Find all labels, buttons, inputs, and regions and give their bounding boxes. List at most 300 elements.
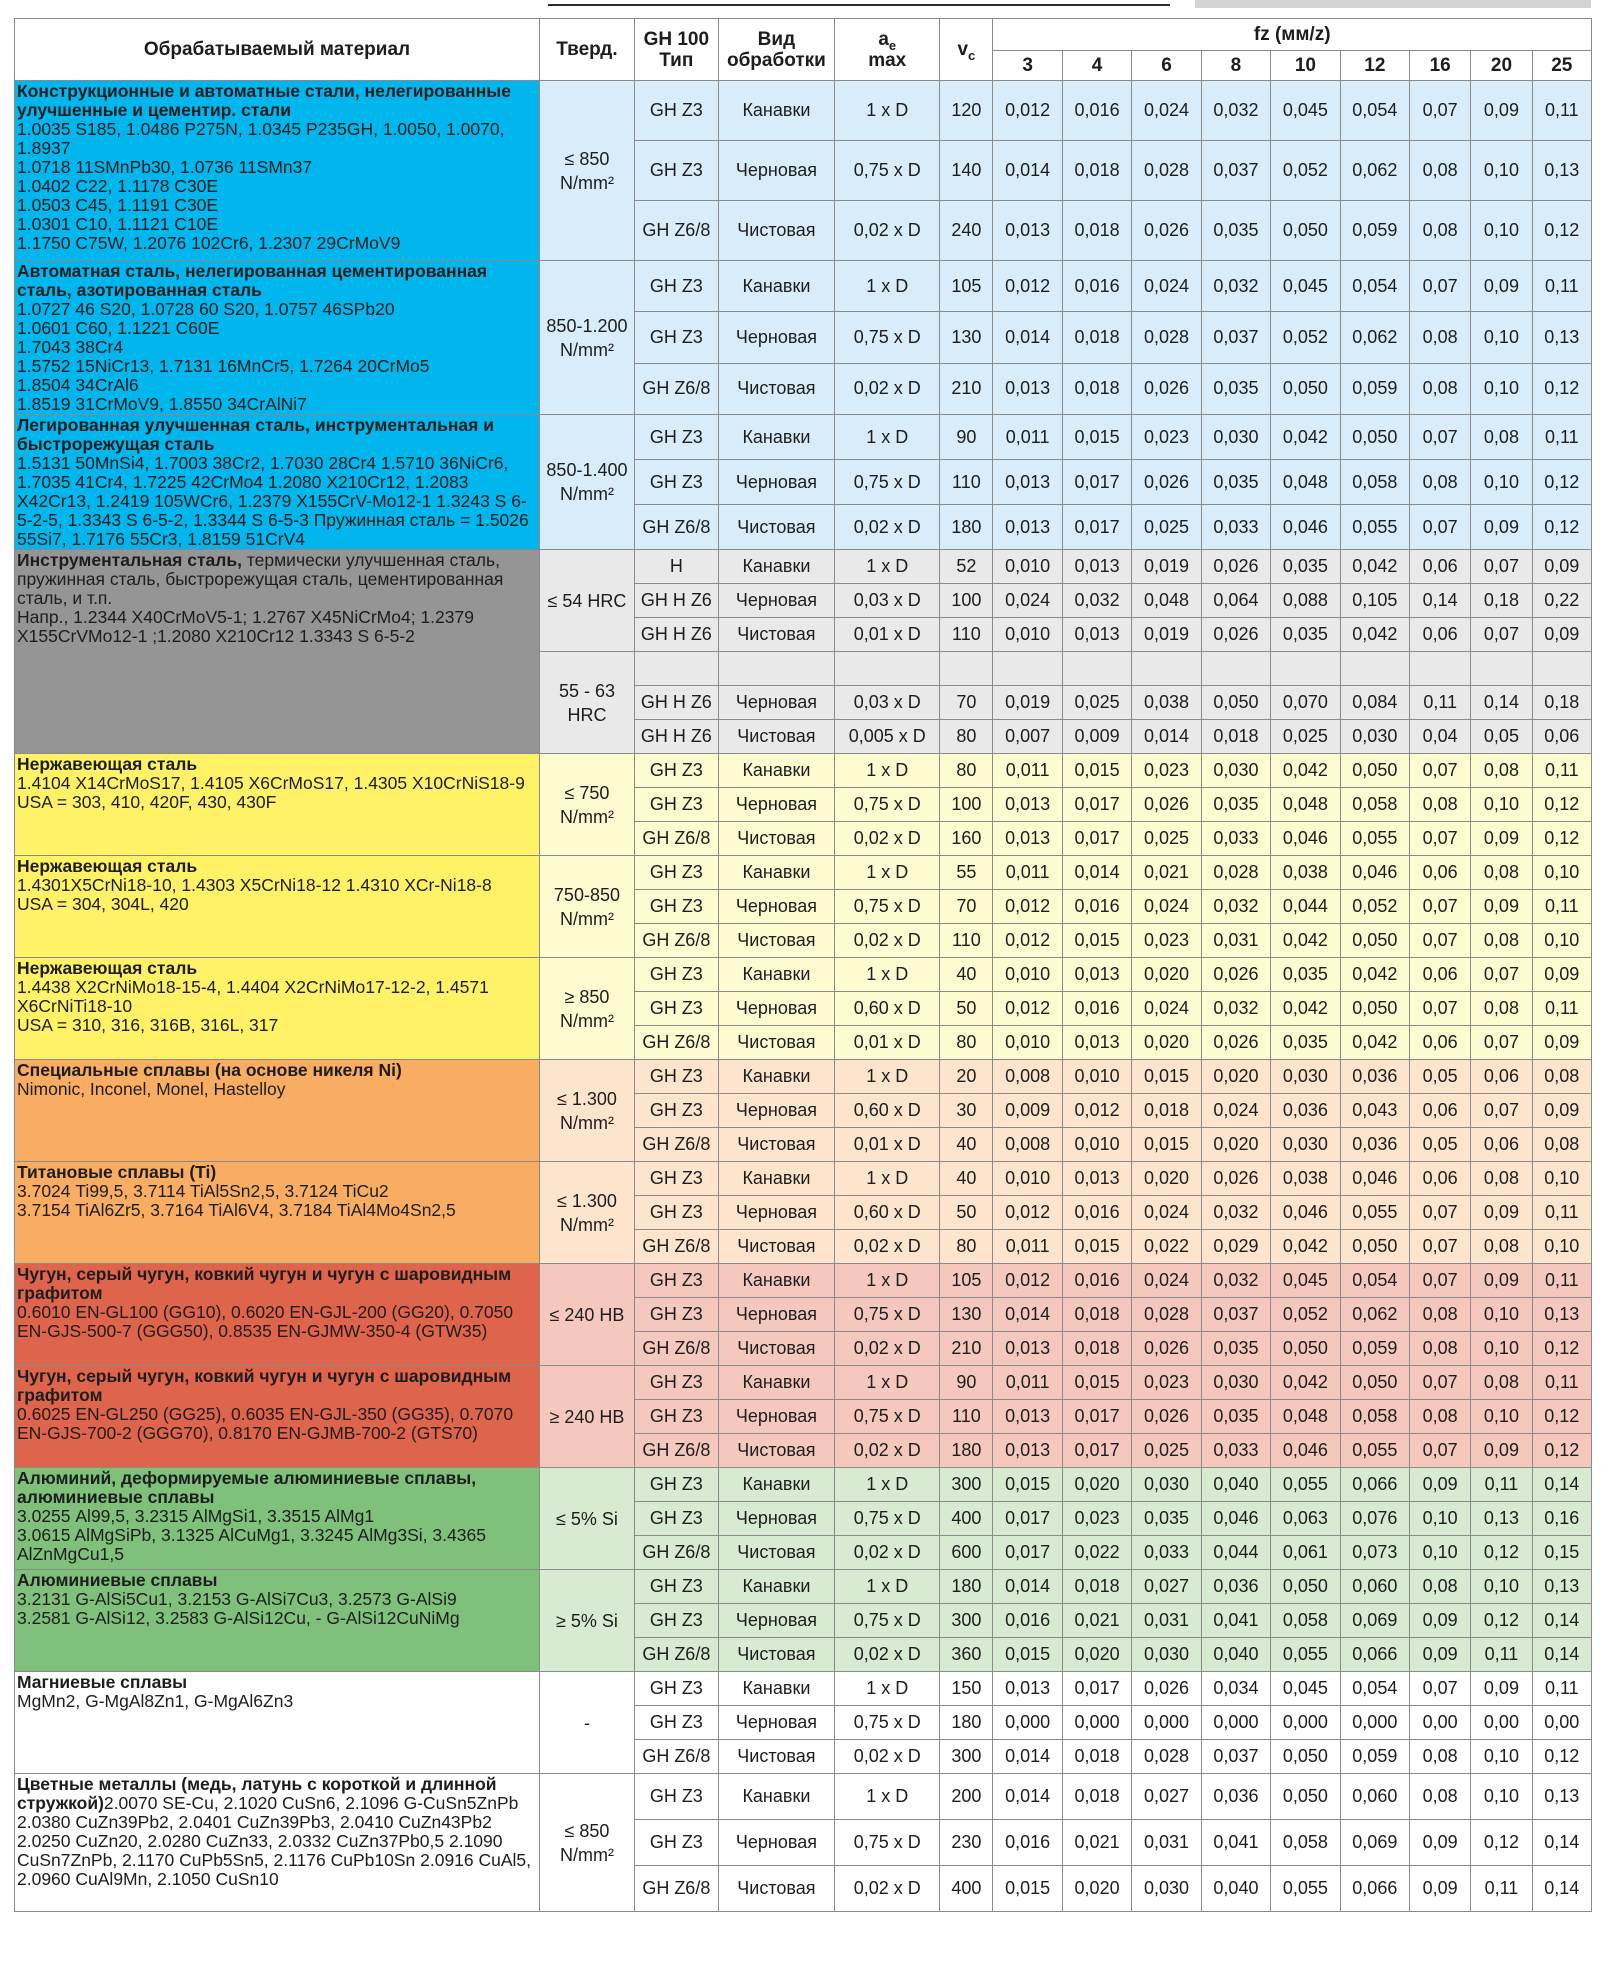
cell-fz-20: 0,08 (1471, 856, 1532, 890)
cell-fz-12: 0,059 (1340, 363, 1409, 414)
cell-fz-10: 0,061 (1271, 1536, 1340, 1570)
material-grades: 1.0727 46 S20, 1.0728 60 S20, 1.0757 46SPb20 1.0601 C60, 1.1221 C60E 1.7043 38Cr4 1.5752 15NiCr13, 1.7131 16MnCr5, 1.7264 20CrMo5 1.8504 34CrAl6 1.8519 31CrMoV9, 1.8550 34CrAlNi7 (17, 299, 430, 414)
cell-fz-20: 0,07 (1471, 958, 1532, 992)
cell-type: GH Z6/8 (634, 1128, 718, 1162)
cell-ae: 0,02 x D (835, 201, 940, 261)
cell-fz-6: 0,022 (1132, 1230, 1201, 1264)
cell-type: GH H Z6 (634, 686, 718, 720)
cell-fz-16: 0,08 (1410, 312, 1471, 363)
cell-fz-12: 0,054 (1340, 81, 1409, 141)
cell-fz-6: 0,024 (1132, 261, 1201, 312)
cell-fz-10: 0,030 (1271, 1060, 1340, 1094)
cell-fz-4: 0,016 (1062, 261, 1131, 312)
cell-fz-3: 0,024 (993, 584, 1062, 618)
cell-fz-4: 0,032 (1062, 584, 1131, 618)
cell-ae: 0,60 x D (835, 1094, 940, 1128)
cell-fz-10: 0,048 (1271, 460, 1340, 505)
cell-ae: 0,01 x D (835, 1128, 940, 1162)
cell-fz-6: 0,026 (1132, 201, 1201, 261)
cell-fz-4: 0,000 (1062, 1706, 1131, 1740)
cell-fz-4: 0,015 (1062, 1230, 1131, 1264)
cell-fz-4: 0,017 (1062, 788, 1131, 822)
cell-fz-3: 0,010 (993, 1026, 1062, 1060)
cell-fz-16: 0,10 (1410, 1502, 1471, 1536)
cell-fz-16: 0,09 (1410, 1604, 1471, 1638)
cell-fz-4: 0,018 (1062, 1740, 1131, 1774)
cell-fz-10: 0,035 (1271, 958, 1340, 992)
cell-ae: 1 x D (835, 754, 940, 788)
cell-fz-6: 0,021 (1132, 856, 1201, 890)
table-row (15, 856, 1592, 890)
cell-fz-3: 0,013 (993, 505, 1062, 550)
cell-type: GH Z3 (634, 1196, 718, 1230)
cell-fz-3: 0,007 (993, 720, 1062, 754)
cell-fz-25: 0,13 (1532, 1774, 1591, 1820)
cell-fz-8: 0,033 (1201, 505, 1270, 550)
cell-fz-12: 0,058 (1340, 460, 1409, 505)
cell-process: Чистовая (718, 1866, 834, 1912)
cell-fz-4: 0,015 (1062, 1366, 1131, 1400)
header-process (718, 19, 834, 81)
cell-fz-16: 0,10 (1410, 1536, 1471, 1570)
cell-fz-8: 0,035 (1201, 788, 1270, 822)
cell-fz-8: 0,032 (1201, 1196, 1270, 1230)
cell-fz-12: 0,073 (1340, 1536, 1409, 1570)
cell-fz-20: 0,12 (1471, 1536, 1532, 1570)
cell-fz-8: 0,035 (1201, 201, 1270, 261)
hardness-cell: ≤ 750 N/mm² (539, 754, 634, 856)
material-grades: 3.2131 G-AlSi5Cu1, 3.2153 G-AlSi7Cu3, 3.2573 G-AlSi9 3.2581 G-AlSi12, 3.2583 G-AlSi12Cu, - G-AlSi12CuNiMg (17, 1589, 460, 1628)
cell-fz-6: 0,019 (1132, 618, 1201, 652)
material-grades: MgMn2, G-MgAl8Zn1, G-MgAl6Zn3 (17, 1691, 294, 1711)
cell-process: Чистовая (718, 505, 834, 550)
cell-fz-8: 0,035 (1201, 460, 1270, 505)
cell-fz-3: 0,015 (993, 1638, 1062, 1672)
cell-type: GH Z3 (634, 312, 718, 363)
material-title: Нержавеющая сталь (17, 754, 198, 774)
cell-fz-25: 0,09 (1532, 618, 1591, 652)
cell-process: Чистовая (718, 822, 834, 856)
material-cell (15, 1264, 540, 1366)
cell-fz-8: 0,030 (1201, 754, 1270, 788)
material-grades: 1.5131 50MnSi4, 1.7003 38Cr2, 1.7030 28Cr4 1.5710 36NiCr6, 1.7035 41Cr4, 1.7225 42CrMo4 1.2080 X210Cr12, 1.2083 X42Cr13, 1.2419 105WCr6, 1.2379 X155CrV-Mo12-1 1.3243 S 6-5-2-5, 1.3343 S 6-5-2, 1.3344 S 6-5-3 Пружинная сталь = 1.5026 55Si7, 1.7176 55Cr3, 1.8159 51CrV4 (17, 453, 529, 549)
cell-vc: 210 (940, 1332, 993, 1366)
cell-type: GH Z6/8 (634, 201, 718, 261)
cell-process: Чистовая (718, 924, 834, 958)
cell-fz-3: 0,010 (993, 1162, 1062, 1196)
cell-fz-25: 0,12 (1532, 201, 1591, 261)
cell-fz-10: 0,046 (1271, 1434, 1340, 1468)
cell-fz-20: 0,09 (1471, 261, 1532, 312)
cell-fz-12: 0,059 (1340, 201, 1409, 261)
cell-fz-16: 0,08 (1410, 201, 1471, 261)
cell-type: GH Z6/8 (634, 1536, 718, 1570)
cell-fz-6: 0,030 (1132, 1638, 1201, 1672)
cell-type: GH Z3 (634, 1298, 718, 1332)
cell-fz-10: 0,052 (1271, 312, 1340, 363)
cell-fz-20: 0,12 (1471, 1820, 1532, 1866)
cell-fz-12: 0,066 (1340, 1468, 1409, 1502)
cell-fz-4: 0,020 (1062, 1866, 1131, 1912)
cell-fz-12: 0,050 (1340, 1366, 1409, 1400)
cell-fz-25: 0,09 (1532, 1094, 1591, 1128)
cell-process: Черновая (718, 890, 834, 924)
cell-fz-8: 0,032 (1201, 992, 1270, 1026)
cell-fz-8: 0,030 (1201, 1366, 1270, 1400)
cell-fz-16: 0,07 (1410, 890, 1471, 924)
cell-fz-10: 0,052 (1271, 1298, 1340, 1332)
cell-fz-25: 0,12 (1532, 1400, 1591, 1434)
cell-fz-12 (1340, 652, 1409, 686)
cell-fz-8: 0,035 (1201, 1332, 1270, 1366)
cell-fz-6: 0,038 (1132, 686, 1201, 720)
cell-vc: 230 (940, 1820, 993, 1866)
cell-ae: 0,02 x D (835, 1536, 940, 1570)
material-grades: 2.0070 SE-Cu, 2.1020 CuSn6, 2.1096 G-CuSn5ZnPb 2.0380 CuZn39Pb2, 2.0401 CuZn39Pb3, 2.0410 CuZn43Pb2 2.0250 CuZn20, 2.0280 CuZn33, 2.0332 CuZn37Pb0,5 2.1090 CuSn7ZnPb, 2.1170 CuPb5Sn5, 2.1176 CuPb10Sn 2.0916 CuAl5, 2.0960 CuAl9Mn, 2.1050 CuSn10 (17, 1793, 532, 1889)
cell-fz-12: 0,055 (1340, 1434, 1409, 1468)
cell-fz-3: 0,013 (993, 201, 1062, 261)
cell-fz-16: 0,07 (1410, 415, 1471, 460)
cell-fz-6: 0,023 (1132, 1366, 1201, 1400)
cell-fz-3: 0,013 (993, 460, 1062, 505)
cell-vc: 300 (940, 1604, 993, 1638)
cell-type: GH Z3 (634, 754, 718, 788)
cell-fz-10: 0,088 (1271, 584, 1340, 618)
material-title: Алюминиевые сплавы (17, 1570, 218, 1590)
cell-fz-10: 0,055 (1271, 1468, 1340, 1502)
cell-fz-4: 0,017 (1062, 1434, 1131, 1468)
cell-fz-25: 0,14 (1532, 1820, 1591, 1866)
cell-fz-12: 0,076 (1340, 1502, 1409, 1536)
cell-fz-25: 0,12 (1532, 822, 1591, 856)
cell-ae: 0,03 x D (835, 686, 940, 720)
cell-fz-10: 0,042 (1271, 1230, 1340, 1264)
cell-fz-12: 0,066 (1340, 1866, 1409, 1912)
cell-fz-8: 0,036 (1201, 1774, 1270, 1820)
cell-fz-12: 0,054 (1340, 261, 1409, 312)
cell-fz-12: 0,062 (1340, 312, 1409, 363)
cell-fz-16: 0,05 (1410, 1128, 1471, 1162)
cell-vc: 40 (940, 958, 993, 992)
cell-fz-8: 0,020 (1201, 1060, 1270, 1094)
cell-fz-25: 0,12 (1532, 505, 1591, 550)
hardness-cell: ≥ 850 N/mm² (539, 958, 634, 1060)
cell-fz-4: 0,013 (1062, 550, 1131, 584)
top-gray-bar (1195, 0, 1591, 8)
cell-fz-8: 0,064 (1201, 584, 1270, 618)
cell-process: Чистовая (718, 618, 834, 652)
cell-fz-20: 0,09 (1471, 1672, 1532, 1706)
cell-ae: 0,60 x D (835, 992, 940, 1026)
cell-fz-12: 0,042 (1340, 1026, 1409, 1060)
cell-fz-12: 0,055 (1340, 505, 1409, 550)
cell-fz-4: 0,017 (1062, 822, 1131, 856)
cell-vc: 130 (940, 1298, 993, 1332)
cell-fz-4: 0,020 (1062, 1638, 1131, 1672)
cell-fz-16: 0,08 (1410, 1298, 1471, 1332)
cell-fz-25: 0,12 (1532, 1332, 1591, 1366)
cell-type: GH Z3 (634, 1400, 718, 1434)
hardness-cell: ≤ 850 N/mm² (539, 1774, 634, 1912)
cell-fz-3: 0,014 (993, 1298, 1062, 1332)
cell-fz-12: 0,054 (1340, 1264, 1409, 1298)
cell-vc: 110 (940, 1400, 993, 1434)
cell-fz-16: 0,08 (1410, 363, 1471, 414)
cell-fz-20: 0,10 (1471, 1298, 1532, 1332)
cell-fz-8: 0,037 (1201, 1740, 1270, 1774)
cell-fz-6: 0,027 (1132, 1570, 1201, 1604)
cell-fz-3: 0,009 (993, 1094, 1062, 1128)
cell-process: Черновая (718, 788, 834, 822)
cell-process: Канавки (718, 1060, 834, 1094)
cell-type: GH H Z6 (634, 720, 718, 754)
cell-fz-25: 0,11 (1532, 992, 1591, 1026)
cell-fz-8: 0,033 (1201, 822, 1270, 856)
cell-fz-8: 0,040 (1201, 1866, 1270, 1912)
hardness-cell: - (539, 1672, 634, 1774)
cell-fz-20: 0,09 (1471, 505, 1532, 550)
cell-fz-8: 0,037 (1201, 312, 1270, 363)
cell-fz-6: 0,015 (1132, 1128, 1201, 1162)
cell-fz-10: 0,048 (1271, 788, 1340, 822)
cell-ae: 0,75 x D (835, 1400, 940, 1434)
cell-fz-3: 0,015 (993, 1866, 1062, 1912)
cell-fz-10: 0,050 (1271, 363, 1340, 414)
cell-fz-4: 0,022 (1062, 1536, 1131, 1570)
cell-fz-6: 0,020 (1132, 958, 1201, 992)
cell-fz-8: 0,034 (1201, 1672, 1270, 1706)
cell-fz-16: 0,06 (1410, 618, 1471, 652)
hardness-cell: ≥ 240 HB (539, 1366, 634, 1468)
cell-fz-3: 0,012 (993, 81, 1062, 141)
cell-ae: 0,02 x D (835, 924, 940, 958)
header-diameter-10: 10 (1271, 51, 1340, 81)
cell-fz-6: 0,028 (1132, 312, 1201, 363)
cell-fz-20: 0,10 (1471, 312, 1532, 363)
cell-fz-3: 0,008 (993, 1128, 1062, 1162)
cell-fz-4: 0,021 (1062, 1604, 1131, 1638)
cell-fz-8: 0,024 (1201, 1094, 1270, 1128)
cell-process: Канавки (718, 81, 834, 141)
material-grades: 1.0035 S185, 1.0486 P275N, 1.0345 P235GH, 1.0050, 1.0070, 1.8937 1.0718 11SMnPb30, 1.0736 11SMn37 1.0402 C22, 1.1178 C30E 1.0503 C45, 1.1191 C30E 1.0301 C10, 1.1121 C10E 1.1750 C75W, 1.2076 102Cr6, 1.2307 29CrMoV9 (17, 119, 505, 253)
cell-fz-6: 0,023 (1132, 924, 1201, 958)
cell-fz-25: 0,14 (1532, 1638, 1591, 1672)
table-row (15, 1162, 1592, 1196)
material-grades: 1.4438 X2CrNiMo18-15-4, 1.4404 X2CrNiMo17-12-2, 1.4571 X6CrNiTi18-10 USA = 310, 316, 316B, 316L, 317 (17, 977, 489, 1035)
cell-fz-3: 0,010 (993, 958, 1062, 992)
cell-fz-12: 0,030 (1340, 720, 1409, 754)
cell-fz-16: 0,04 (1410, 720, 1471, 754)
cell-fz-20: 0,06 (1471, 1128, 1532, 1162)
cell-vc: 55 (940, 856, 993, 890)
cell-fz-25: 0,09 (1532, 1026, 1591, 1060)
cell-ae: 0,75 x D (835, 1298, 940, 1332)
cell-fz-25: 0,18 (1532, 686, 1591, 720)
header-hardness: Тверд. (539, 19, 634, 81)
cell-vc (940, 652, 993, 686)
cell-fz-3: 0,010 (993, 618, 1062, 652)
cell-fz-3: 0,013 (993, 1434, 1062, 1468)
cell-fz-10: 0,035 (1271, 1026, 1340, 1060)
cell-fz-8: 0,040 (1201, 1468, 1270, 1502)
cell-fz-12: 0,054 (1340, 1672, 1409, 1706)
cell-fz-8: 0,046 (1201, 1502, 1270, 1536)
material-cell (15, 1060, 540, 1162)
cell-fz-25: 0,13 (1532, 1570, 1591, 1604)
cell-fz-10: 0,050 (1271, 1774, 1340, 1820)
cell-fz-8: 0,026 (1201, 1162, 1270, 1196)
cell-process: Черновая (718, 1820, 834, 1866)
cell-type: GH Z3 (634, 1604, 718, 1638)
cell-process: Канавки (718, 415, 834, 460)
material-title: Чугун, серый чугун, ковкий чугун и чугун с шаровидным графитом (17, 1264, 512, 1303)
cell-fz-8: 0,030 (1201, 415, 1270, 460)
material-title: Титановые сплавы (Ti) (17, 1162, 217, 1182)
cell-fz-3: 0,012 (993, 261, 1062, 312)
header-diameter-8: 8 (1201, 51, 1270, 81)
cell-ae (835, 652, 940, 686)
cell-fz-3: 0,012 (993, 1196, 1062, 1230)
cell-fz-3: 0,014 (993, 1774, 1062, 1820)
cell-fz-12: 0,042 (1340, 958, 1409, 992)
cell-fz-8: 0,018 (1201, 720, 1270, 754)
cell-fz-25: 0,12 (1532, 788, 1591, 822)
cell-fz-20 (1471, 652, 1532, 686)
cell-fz-25: 0,22 (1532, 584, 1591, 618)
cell-fz-3: 0,014 (993, 1740, 1062, 1774)
cell-fz-6: 0,026 (1132, 1672, 1201, 1706)
cell-fz-25: 0,08 (1532, 1128, 1591, 1162)
cell-type: GH Z3 (634, 788, 718, 822)
cell-fz-6: 0,014 (1132, 720, 1201, 754)
cell-process: Черновая (718, 992, 834, 1026)
cell-type: GH Z3 (634, 1820, 718, 1866)
cell-type: GH Z6/8 (634, 1230, 718, 1264)
cell-type: GH Z6/8 (634, 1866, 718, 1912)
material-grades: 0.6010 EN-GL100 (GG10), 0.6020 EN-GJL-200 (GG20), 0.7050 EN-GJS-500-7 (GGG50), 0.8535 EN-GJMW-350-4 (GTW35) (17, 1302, 514, 1341)
cell-type: GH Z6/8 (634, 1434, 718, 1468)
cell-type: GH Z6/8 (634, 505, 718, 550)
cell-fz-20: 0,08 (1471, 415, 1532, 460)
cell-process: Канавки (718, 856, 834, 890)
cell-fz-10: 0,038 (1271, 856, 1340, 890)
top-rule (548, 4, 1170, 6)
header-process-line2: обработки (726, 49, 826, 71)
cell-fz-25: 0,11 (1532, 261, 1591, 312)
cell-fz-16: 0,09 (1410, 1866, 1471, 1912)
cell-ae: 0,005 x D (835, 720, 940, 754)
cell-fz-25: 0,08 (1532, 1060, 1591, 1094)
table-row (15, 81, 1592, 141)
cell-fz-12: 0,050 (1340, 924, 1409, 958)
cell-fz-6: 0,026 (1132, 1332, 1201, 1366)
cell-fz-10: 0,025 (1271, 720, 1340, 754)
table-row (15, 261, 1592, 312)
cell-fz-3: 0,014 (993, 141, 1062, 201)
cell-fz-16: 0,08 (1410, 788, 1471, 822)
cell-fz-20: 0,11 (1471, 1638, 1532, 1672)
cell-fz-12: 0,000 (1340, 1706, 1409, 1740)
cell-fz-25: 0,13 (1532, 1298, 1591, 1332)
cell-fz-8: 0,037 (1201, 1298, 1270, 1332)
cell-fz-20: 0,10 (1471, 1570, 1532, 1604)
cell-vc: 100 (940, 788, 993, 822)
cell-fz-20: 0,09 (1471, 81, 1532, 141)
cell-fz-4: 0,018 (1062, 201, 1131, 261)
cell-fz-20: 0,07 (1471, 1026, 1532, 1060)
cell-fz-16: 0,08 (1410, 141, 1471, 201)
header-ae (835, 19, 940, 81)
cell-fz-6: 0,033 (1132, 1536, 1201, 1570)
cell-fz-4: 0,021 (1062, 1820, 1131, 1866)
cell-fz-10: 0,063 (1271, 1502, 1340, 1536)
cell-fz-4: 0,015 (1062, 754, 1131, 788)
material-grades: 3.0255 Al99,5, 3.2315 AlMgSi1, 3.3515 AlMg1 3.0615 AlMgSiPb, 3.1325 AlCuMg1, 3.3245 AlMg3Si, 3.4365 AlZnMgCu1,5 (17, 1506, 486, 1564)
cell-fz-6: 0,027 (1132, 1774, 1201, 1820)
cell-fz-16: 0,14 (1410, 584, 1471, 618)
cell-fz-3: 0,000 (993, 1706, 1062, 1740)
cell-fz-25: 0,00 (1532, 1706, 1591, 1740)
cell-fz-8: 0,035 (1201, 363, 1270, 414)
cell-fz-20: 0,08 (1471, 924, 1532, 958)
material-cell (15, 1570, 540, 1672)
cell-fz-6: 0,025 (1132, 822, 1201, 856)
material-title: Нержавеющая сталь (17, 958, 198, 978)
cell-fz-6: 0,025 (1132, 505, 1201, 550)
cell-fz-12: 0,050 (1340, 992, 1409, 1026)
material-title: Цветные металлы (медь, латунь с короткой и длинной стружкой) (17, 1774, 497, 1813)
cell-fz-4: 0,010 (1062, 1128, 1131, 1162)
cell-fz-10: 0,070 (1271, 686, 1340, 720)
cell-process (718, 652, 834, 686)
cell-fz-20: 0,14 (1471, 686, 1532, 720)
cell-vc: 80 (940, 720, 993, 754)
cell-fz-20: 0,10 (1471, 1774, 1532, 1820)
cell-fz-25: 0,11 (1532, 415, 1591, 460)
material-grades: 3.7024 Ti99,5, 3.7114 TiAl5Sn2,5, 3.7124 TiCu2 3.7154 TiAl6Zr5, 3.7164 TiAl6V4, 3.7184 TiAl4Mo4Sn2,5 (17, 1181, 456, 1220)
cell-ae: 1 x D (835, 1672, 940, 1706)
material-title: Алюминий, деформируемые алюминиевые сплавы, алюминиевые сплавы (17, 1468, 477, 1507)
cell-fz-12: 0,055 (1340, 822, 1409, 856)
cell-fz-16: 0,07 (1410, 81, 1471, 141)
cell-ae: 0,75 x D (835, 460, 940, 505)
cell-fz-8: 0,026 (1201, 618, 1270, 652)
cell-type: GH Z3 (634, 1706, 718, 1740)
cell-fz-25: 0,12 (1532, 460, 1591, 505)
cell-vc: 80 (940, 1026, 993, 1060)
cell-fz-10: 0,055 (1271, 1866, 1340, 1912)
table-row (15, 415, 1592, 460)
cell-fz-25: 0,13 (1532, 312, 1591, 363)
cell-fz-8: 0,026 (1201, 958, 1270, 992)
table-row (15, 1774, 1592, 1820)
cell-fz-20: 0,11 (1471, 1866, 1532, 1912)
cell-fz-3: 0,017 (993, 1536, 1062, 1570)
cell-fz-4: 0,018 (1062, 1570, 1131, 1604)
cell-fz-6: 0,023 (1132, 754, 1201, 788)
cell-fz-20: 0,00 (1471, 1706, 1532, 1740)
cell-fz-16: 0,07 (1410, 505, 1471, 550)
cell-ae: 1 x D (835, 261, 940, 312)
cell-ae: 0,02 x D (835, 822, 940, 856)
material-cell (15, 1162, 540, 1264)
header-diameter-12: 12 (1340, 51, 1409, 81)
cell-fz-16: 0,05 (1410, 1060, 1471, 1094)
header-diameter-6: 6 (1132, 51, 1201, 81)
cell-fz-20: 0,09 (1471, 1434, 1532, 1468)
cell-fz-6: 0,024 (1132, 81, 1201, 141)
hardness-cell: 850-1.200 N/mm² (539, 261, 634, 415)
